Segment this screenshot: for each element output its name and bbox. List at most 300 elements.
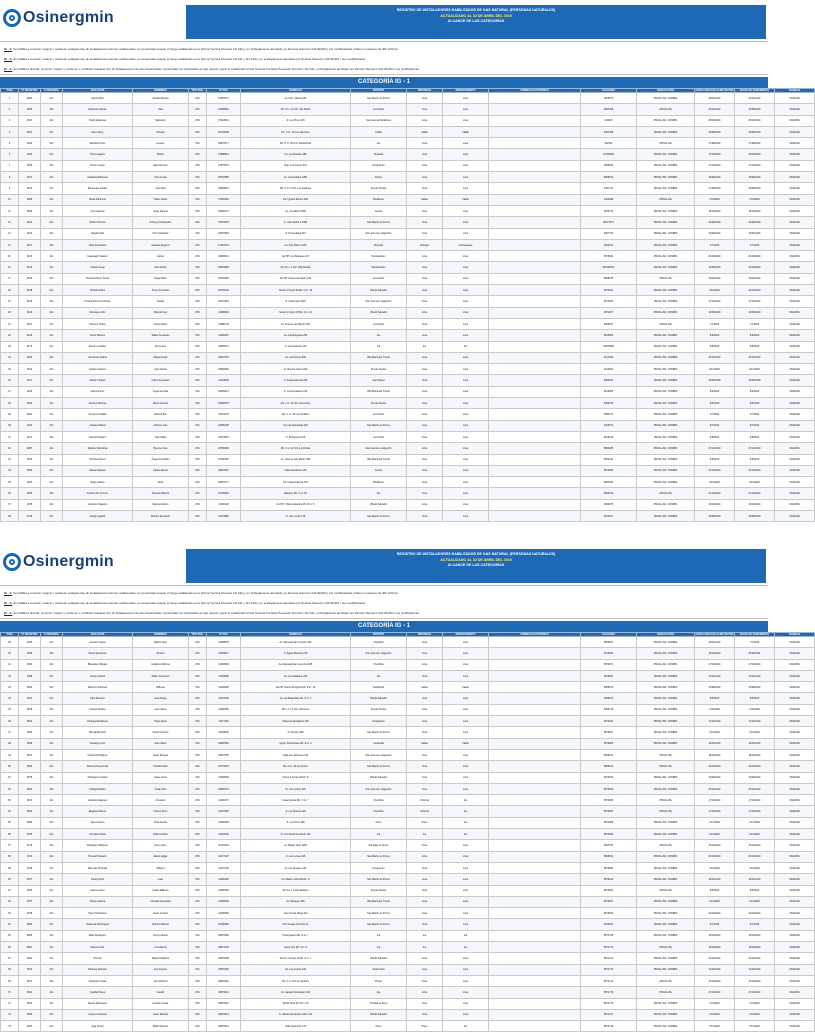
table-cell: Noreti Sarmiento: [63, 648, 133, 659]
table-cell: 8/9/2020: [695, 885, 735, 896]
table-cell: VIGENTE: [775, 908, 815, 919]
table-cell: 40707923: [207, 296, 241, 307]
table-row: [1, 398, 815, 409]
table-cell: PROAL-PE / COMBIS: [637, 409, 695, 420]
table-cell: VIGENTE: [775, 352, 815, 363]
table-cell: 24/09/2020: [735, 217, 775, 228]
table-cell: Porrasco Pérez: [63, 454, 133, 465]
table-cell: DNI: [189, 919, 207, 930]
table-row: [1, 183, 815, 194]
table-cell: PROAL-PE / COMBIS: [637, 919, 695, 930]
table-cell: DNI: [189, 738, 207, 749]
table-cell: Los Olivos: [351, 431, 407, 442]
table-cell: Lima: [407, 104, 443, 115]
column-header: FECHA DE VENCIMIENTO: [735, 89, 775, 93]
table-cell: 10095561: [207, 104, 241, 115]
table-cell: Percy Alex: [133, 341, 189, 352]
table-cell: Lima: [443, 862, 489, 873]
table-cell: Mz. E Lt. 4 Alto Jardines: [241, 885, 351, 896]
table-cell: 6/9/2020: [735, 330, 775, 341]
table-cell: Villa El Salvador: [351, 693, 407, 704]
table-cell: VIGENTE: [775, 115, 815, 126]
table-cell: 5870817: [581, 896, 637, 907]
table-row: [1, 670, 815, 681]
table-cell: Carlos Alberto: [133, 465, 189, 476]
table-cell: Paredes Huamán: [63, 964, 133, 975]
table-cell: Lima: [443, 104, 489, 115]
table-cell: VIGENTE: [775, 488, 815, 499]
table-cell: Miraflores: [351, 194, 407, 205]
table-cell: Callao: [407, 682, 443, 693]
table-cell: 25/02/2021: [735, 648, 775, 659]
table-cell: Ca. Los Rosales 485: [241, 149, 351, 160]
table-cell: 8: [1, 172, 19, 183]
table-row: [1, 998, 815, 1009]
table-cell: 4461848: [581, 194, 637, 205]
table-cell: DNI: [189, 262, 207, 273]
column-header: DOMICILIO: [241, 89, 351, 93]
table-cell: AA.HH. Nuevo Progreso Mz. E Lt. 12: [241, 682, 351, 693]
table-cell: IG1: [41, 727, 63, 738]
table-cell: 22/10/2020: [735, 908, 775, 919]
table-cell: 0569: [19, 761, 41, 772]
table-cell: Lima: [443, 183, 489, 194]
table-cell: 21/10/2020: [735, 465, 775, 476]
table-cell: 21/11/2020: [695, 964, 735, 975]
table-cell: Alcalde Rufea: [63, 285, 133, 296]
table-cell: IG1: [41, 817, 63, 828]
table-cell: 0511: [19, 693, 41, 704]
table-cell: PROAL-PE / COMBIS: [637, 896, 695, 907]
table-cell: IG1: [41, 987, 63, 998]
table-cell: IG1: [41, 465, 63, 476]
table-cell: Lima: [443, 205, 489, 216]
table-cell: 12: [1, 217, 19, 228]
table-cell: VIGENTE: [775, 727, 815, 738]
table-cell: 5867070: [581, 840, 637, 851]
table-cell: 8/9/2020: [695, 693, 735, 704]
column-header: NOMBRES: [133, 633, 189, 637]
table-cell: 5870960: [581, 862, 637, 873]
table-cell: Gonzales Mesa: [63, 829, 133, 840]
table-cell: Ramírez Alor: [63, 942, 133, 953]
table-cell: Lima: [443, 885, 489, 896]
table-cell: DNI: [189, 138, 207, 149]
table-cell: 31/10/2020: [735, 262, 775, 273]
table-cell: IG1: [41, 352, 63, 363]
table-cell: 0682: [19, 806, 41, 817]
table-cell: Callao: [443, 194, 489, 205]
table-cell: VIGENTE: [775, 307, 815, 318]
table-cell: DNI: [189, 296, 207, 307]
table-cell: Mz. C Lt. 8 Urb. Los Jardines: [241, 183, 351, 194]
table-cell: Lima: [407, 296, 443, 307]
column-header: PROVINCIA: [407, 633, 443, 637]
table-cell: Lima: [443, 761, 489, 772]
table-cell: 5870450: [581, 465, 637, 476]
table-cell: PROAL-PE / COMBIS: [637, 285, 695, 296]
table-cell: Ica: [443, 942, 489, 953]
table-cell: Villa María del Triunfo: [351, 352, 407, 363]
table-cell: [489, 704, 581, 715]
table-row: [1, 704, 815, 715]
table-row: [1, 975, 815, 986]
table-cell: 1/12/2020: [695, 817, 735, 828]
table-cell: Pisco: [407, 1021, 443, 1032]
table-cell: Lima: [407, 727, 443, 738]
table-cell: PROAL-PE / COMBIS: [637, 443, 695, 454]
table-row: [1, 738, 815, 749]
table-row: [1, 1021, 815, 1032]
table-cell: Jr. Los Álamos 225: [241, 806, 351, 817]
table-row: [1, 93, 815, 104]
table-cell: [489, 205, 581, 216]
table-cell: 41181100: [207, 829, 241, 840]
table-cell: DNI: [189, 364, 207, 375]
table-cell: 2/12/2020: [735, 364, 775, 375]
table-cell: DNI: [189, 908, 207, 919]
table-cell: Javier Enrique: [133, 749, 189, 760]
table-cell: 40870012: [207, 998, 241, 1009]
table-cell: 5483070: [581, 398, 637, 409]
table-cell: DNI: [189, 420, 207, 431]
table-cell: 0436: [19, 637, 41, 648]
table-cell: [489, 262, 581, 273]
table-cell: Barreras Orihuela: [63, 862, 133, 873]
table-cell: Lima: [407, 716, 443, 727]
table-cell: 58: [1, 851, 19, 862]
table-cell: Cantoy Ruiz: [63, 874, 133, 885]
table-cell: 41170850: [207, 510, 241, 521]
table-cell: Chacón Rodríguez: [63, 749, 133, 760]
table-cell: Pisco: [407, 817, 443, 828]
table-cell: Chincha: [407, 795, 443, 806]
table-cell: 24/09/2020: [695, 217, 735, 228]
table-cell: San Martín de Porres: [351, 93, 407, 104]
table-cell: 1/12/2020: [695, 829, 735, 840]
table-cell: 23/10/2020: [695, 851, 735, 862]
table-cell: Callao: [351, 126, 407, 137]
table-cell: [489, 273, 581, 284]
table-cell: 932401: [581, 138, 637, 149]
table-cell: Miraflores: [351, 477, 407, 488]
table-cell: VIGENTE: [775, 499, 815, 510]
table-cell: 41088703: [207, 318, 241, 329]
table-cell: DNI: [189, 228, 207, 239]
table-cell: 4562073: [581, 93, 637, 104]
table-cell: Walter Fernando: [133, 330, 189, 341]
table-cell: IG1: [41, 160, 63, 171]
column-header: CATEGORÍA: [41, 89, 63, 93]
table-cell: Wilbo Roberto: [133, 1021, 189, 1032]
table-cell: 0145: [19, 296, 41, 307]
table-cell: 55: [1, 817, 19, 828]
table-cell: 41: [1, 659, 19, 670]
table-cell: PROAL-PE / COMBIS: [637, 431, 695, 442]
table-cell: 33: [1, 454, 19, 465]
table-cell: VIGENTE: [775, 285, 815, 296]
table-cell: [489, 795, 581, 806]
table-cell: Breña: [351, 172, 407, 183]
table-row: [1, 964, 815, 975]
table-cell: [489, 806, 581, 817]
table-cell: 40990170: [207, 783, 241, 794]
table-cell: 10/08/2020: [735, 104, 775, 115]
table-cell: 71: [1, 998, 19, 1009]
column-header: CATEGORÍA: [41, 633, 63, 637]
table-cell: DNI: [189, 307, 207, 318]
table-cell: PROAL-PE / COMBIS: [637, 659, 695, 670]
table-cell: VIGENTE: [775, 1009, 815, 1020]
table-cell: 26/07/2020: [735, 115, 775, 126]
table-cell: DNI: [189, 375, 207, 386]
column-header: HABILITACIÓN: [637, 633, 695, 637]
table-cell: PROAL-PE / COMBIS: [637, 1021, 695, 1032]
table-cell: 27/11/2020: [695, 987, 735, 998]
table-cell: San Martín de Porres: [351, 874, 407, 885]
table-cell: [489, 443, 581, 454]
table-row: [1, 510, 815, 521]
table-cell: [489, 228, 581, 239]
table-cell: 31: [1, 431, 19, 442]
table-cell: [489, 682, 581, 693]
table-cell: Ramírez Gutierrez: [63, 682, 133, 693]
table-cell: 17/09/2020: [695, 138, 735, 149]
table-row: [1, 330, 815, 341]
table-cell: Jr. Las Lomas 225: [241, 851, 351, 862]
table-cell: IG1: [41, 239, 63, 250]
table-cell: Villa El Salvador: [351, 1009, 407, 1020]
table-row: [1, 682, 815, 693]
table-cell: [489, 104, 581, 115]
table-cell: 40780150: [207, 454, 241, 465]
table-cell: IG1: [41, 783, 63, 794]
table-cell: VIGENTE: [775, 953, 815, 964]
table-cell: Carlos Fernando: [133, 375, 189, 386]
table-cell: 8/8/2020: [735, 431, 775, 442]
table-cell: Alcántara Cubas: [63, 975, 133, 986]
table-cell: 40937370: [207, 352, 241, 363]
table-cell: Rodríguez Martínez: [63, 840, 133, 851]
table-cell: 17963710: [207, 239, 241, 250]
table-cell: Av. José de San Martín 334: [241, 454, 351, 465]
table-row: [1, 138, 815, 149]
table-cell: IG1: [41, 749, 63, 760]
table-cell: 8/5/2020: [695, 398, 735, 409]
table-cell: 41106900: [207, 908, 241, 919]
table-row: [1, 420, 815, 431]
table-cell: [489, 477, 581, 488]
table-cell: 27: [1, 386, 19, 397]
table-cell: 26/09/2020: [735, 183, 775, 194]
table-cell: IG1: [41, 795, 63, 806]
table-cell: 5860739: [581, 488, 637, 499]
table-cell: 07520094: [207, 194, 241, 205]
table-cell: 0103: [19, 228, 41, 239]
table-cell: VIGENTE: [775, 386, 815, 397]
table-row: [1, 251, 815, 262]
table-cell: VIGENTE: [775, 341, 815, 352]
table-cell: Blancales Villegas: [63, 659, 133, 670]
table-cell: 07975075: [207, 160, 241, 171]
table-cell: VIGENTE: [775, 862, 815, 873]
table-cell: [489, 908, 581, 919]
table-cell: IG1: [41, 874, 63, 885]
table-cell: [489, 488, 581, 499]
banner-scope: ALCANCE DE LAS CATEGORÍAS: [447, 19, 505, 23]
table-cell: DNI: [189, 104, 207, 115]
table-cell: Christian Alexander: [133, 896, 189, 907]
table-cell: Comas: [351, 465, 407, 476]
table-cell: PROAL-PE / COMBIS: [637, 716, 695, 727]
table-cell: [489, 772, 581, 783]
table-cell: Ca. Los Gladiolos 225: [241, 670, 351, 681]
table-cell: Maza Palomino: [63, 194, 133, 205]
table-cell: Pérez Bances: [63, 330, 133, 341]
table-row: [1, 919, 815, 930]
table-cell: VIGENTE: [775, 149, 815, 160]
table-cell: [489, 874, 581, 885]
table-cell: 0539: [19, 738, 41, 749]
table-cell: 15/10/2020: [735, 149, 775, 160]
table-cell: VIGENTE: [775, 998, 815, 1009]
table-cell: [489, 840, 581, 851]
table-cell: Lima: [407, 510, 443, 521]
table-cell: 5/7/2020: [735, 919, 775, 930]
table-cell: Lima: [407, 364, 443, 375]
table-cell: 0096: [19, 205, 41, 216]
table-cell: PROAL-PE / COMBIS: [637, 510, 695, 521]
table-cell: 6: [1, 149, 19, 160]
table-cell: [489, 296, 581, 307]
table-cell: 8/7/2020: [735, 420, 775, 431]
table-cell: 2117066: [581, 352, 637, 363]
table-cell: 22/10/2020: [695, 908, 735, 919]
table-cell: 7/7/2020: [735, 637, 775, 648]
table-cell: 41179706: [207, 862, 241, 873]
table-cell: Av. Buenos Aires 1120: [241, 364, 351, 375]
table-cell: Anthony Christopher: [133, 217, 189, 228]
table-cell: PROAL-PE / COMBIS: [637, 783, 695, 794]
table-cell: DNI: [189, 795, 207, 806]
table-cell: DNI: [189, 341, 207, 352]
table-row: [1, 659, 815, 670]
table-cell: 2876091: [581, 670, 637, 681]
table-cell: Pachacámac: [351, 251, 407, 262]
column-header: Nº REGISTRO: [19, 633, 41, 637]
table-cell: VIGENTE: [775, 251, 815, 262]
note-ig3: IG - 3:Se habilita a diseñar, construir, reparar y mantener o modificar cualquier tipo de Instalaciones Internas residenciales, comerciales y/o industriales de gas natural, según lo establecido en las Normas Técnicas Peruanas 111.010 y 111.011 y el Reglamento aprobado por Decreto Supremo 042-99-EM y sus modificatorias.: [4, 67, 420, 71]
table-cell: 0518: [19, 704, 41, 715]
table-cell: PROAL-PE / COMBIS: [637, 648, 695, 659]
table-cell: Lima: [443, 499, 489, 510]
table-cell: VIGENTE: [775, 783, 815, 794]
table-cell: 0817: [19, 975, 41, 986]
table-cell: Lima: [443, 783, 489, 794]
table-cell: IG1: [41, 443, 63, 454]
table-cell: San Martín de Porres: [351, 908, 407, 919]
table-cell: [489, 239, 581, 250]
table-cell: Percy Aron: [133, 840, 189, 851]
table-cell: Elias Rodríguez: [63, 930, 133, 941]
table-cell: [489, 510, 581, 521]
column-header: FECHA DE VENCIMIENTO: [735, 633, 775, 637]
table-cell: PROAL-PE / COMBIS: [637, 352, 695, 363]
table-cell: [489, 783, 581, 794]
table-cell: Clímaco: [133, 126, 189, 137]
table-cell: DNI: [189, 443, 207, 454]
table-cell: Lima: [443, 296, 489, 307]
table-cell: 40870011: [207, 987, 241, 998]
osinergmin-logo: [3, 7, 114, 29]
table-row: [1, 637, 815, 648]
table-cell: Pisco: [351, 817, 407, 828]
table-cell: [489, 330, 581, 341]
table-cell: 0536: [19, 727, 41, 738]
table-cell: 23/09/2020: [695, 682, 735, 693]
table-cell: Lima: [443, 477, 489, 488]
table-cell: IG1: [41, 930, 63, 941]
table-cell: DNI: [189, 817, 207, 828]
table-cell: VIGENTE: [775, 318, 815, 329]
table-cell: [489, 93, 581, 104]
table-cell: Jaya Venturo: [63, 817, 133, 828]
table-cell: 0782: [19, 885, 41, 896]
table-cell: Ica: [351, 942, 407, 953]
table-row: [1, 454, 815, 465]
table-cell: PROAL-PE / COMBIS: [637, 93, 695, 104]
table-cell: Santiago de Surco: [351, 840, 407, 851]
table-cell: 40079507: [207, 431, 241, 442]
table-cell: 41177127: [207, 851, 241, 862]
table-cell: PROAL-PE / COMBIS: [637, 205, 695, 216]
table-cell: 21/11/2020: [735, 953, 775, 964]
table-cell: Zevallos Vásquez: [63, 795, 133, 806]
table-cell: 40907750: [207, 749, 241, 760]
table-cell: 0134: [19, 273, 41, 284]
table-cell: 0767: [19, 874, 41, 885]
table-cell: Lima: [407, 183, 443, 194]
table-cell: DNI: [189, 637, 207, 648]
table-cell: [489, 659, 581, 670]
table-cell: Lima: [443, 510, 489, 521]
table-cell: Lima: [443, 217, 489, 228]
table-cell: 24/11/2020: [735, 874, 775, 885]
table-cell: 47: [1, 727, 19, 738]
table-cell: Jimmy Alberto: [133, 930, 189, 941]
table-cell: IG1: [41, 364, 63, 375]
table-cell: 12/8/2020: [735, 704, 775, 715]
table-cell: [489, 183, 581, 194]
table-cell: Castilla Parea: [63, 987, 133, 998]
table-cell: Lima: [443, 330, 489, 341]
table-cell: PROAL-PE / COMBIS: [637, 420, 695, 431]
table-cell: Lima: [407, 138, 443, 149]
table-cell: Av. Universitaria 1450: [241, 172, 351, 183]
table-cell: 46: [1, 716, 19, 727]
table-cell: [489, 499, 581, 510]
table-cell: 7/12/2020: [735, 1021, 775, 1032]
table-cell: DNI: [189, 682, 207, 693]
table-cell: 41060000: [207, 874, 241, 885]
table-cell: Crispín Artaza: [63, 670, 133, 681]
table-cell: 0241: [19, 409, 41, 420]
table-cell: Oliva Fernández: [63, 239, 133, 250]
table-cell: 10: [1, 194, 19, 205]
table-cell: 7/11/2020: [695, 998, 735, 1009]
table-cell: 17/12/2020: [695, 160, 735, 171]
table-row: [1, 727, 815, 738]
